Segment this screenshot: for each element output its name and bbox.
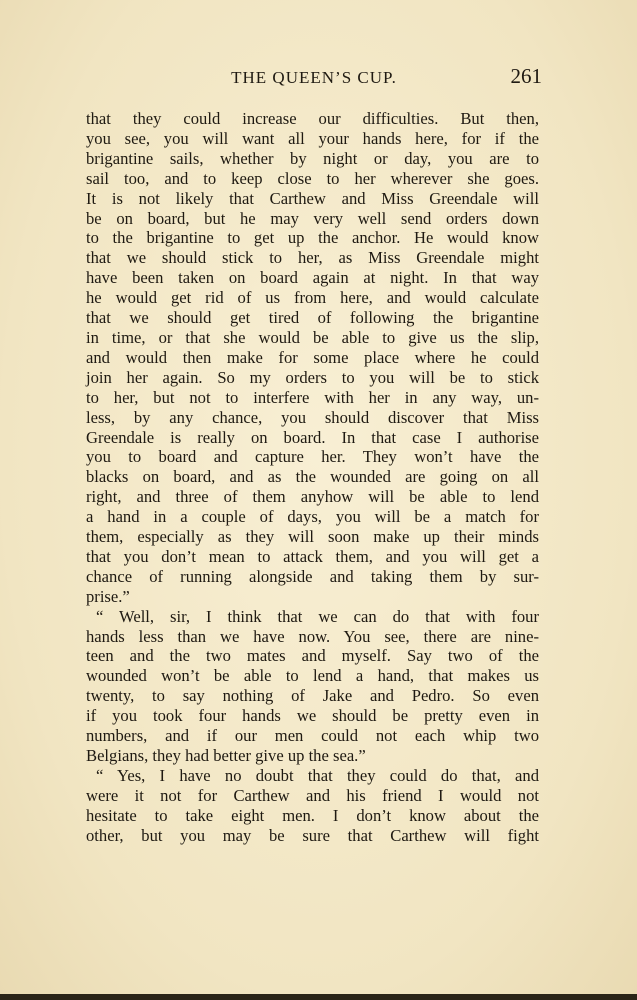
text-line: other, but you may be sure that Carthew will fight bbox=[86, 825, 539, 845]
text-line: less, by any chance, you should discover that Miss bbox=[86, 407, 539, 427]
page-bottom-edge bbox=[0, 994, 637, 1000]
running-title: THE QUEEN’S CUP. bbox=[231, 68, 397, 87]
text-line: if you took four hands we should be pretty even in bbox=[86, 706, 539, 726]
text-line: right, and three of them anyhow will be able to lend bbox=[86, 487, 539, 507]
page-number: 261 bbox=[510, 64, 542, 88]
text-line: wounded won’t be able to lend a hand, that makes us bbox=[86, 666, 539, 686]
text-line: “ Well, sir, I think that we can do that with four bbox=[96, 606, 539, 626]
text-line: that we should stick to her, as Miss Greendale might bbox=[86, 248, 539, 268]
text-line: and would then make for some place where he could bbox=[86, 347, 539, 367]
text-line: in time, or that she would be able to give us the slip, bbox=[86, 327, 539, 347]
text-line: teen and the two mates and myself. Say two of the bbox=[86, 646, 539, 666]
text-line: a hand in a couple of days, you will be a match for bbox=[86, 507, 539, 527]
text-line: hands less than we have now. You see, there are nine- bbox=[86, 626, 539, 646]
text-line: hesitate to take eight men. I don’t know about the bbox=[86, 805, 539, 825]
text-line: that they could increase our difficulties. But then, bbox=[86, 109, 539, 128]
text-line: them, especially as they will soon make up their minds bbox=[86, 527, 539, 547]
text-line: Belgians, they had better give up the sea.” bbox=[86, 746, 366, 765]
text-line: that you don’t mean to attack them, and you will get a bbox=[86, 546, 539, 566]
text-line: brigantine sails, whether by night or day, you are to bbox=[86, 148, 539, 168]
text-line: were it not for Carthew and his friend I would not bbox=[86, 785, 539, 805]
text-line: “ Yes, I have no doubt that they could do that, and bbox=[96, 765, 539, 785]
text-line: Greendale is really on board. In that case I authorise bbox=[86, 427, 539, 447]
text-line: have been taken on board again at night. In that way bbox=[86, 268, 539, 288]
text-line: twenty, to say nothing of Jake and Pedro. So even bbox=[86, 686, 539, 706]
text-line: prise.” bbox=[86, 586, 130, 606]
text-line: he would get rid of us from here, and would calculate bbox=[86, 288, 539, 308]
text-line: chance of running alongside and taking them by sur- bbox=[86, 566, 539, 586]
text-line: join her again. So my orders to you will be to stick bbox=[86, 367, 539, 387]
text-line: blacks on board, and as the wounded are going on all bbox=[86, 467, 539, 487]
text-line: to her, but not to interfere with her in any way, un- bbox=[86, 387, 539, 407]
text-line: that we should get tired of following the brigantine bbox=[86, 308, 539, 328]
text-line: you see, you will want all your hands here, for if the bbox=[86, 128, 539, 148]
text-line: to the brigantine to get up the anchor. He would know bbox=[86, 228, 539, 248]
text-line: sail too, and to keep close to her wherever she goes. bbox=[86, 168, 539, 188]
body-text bbox=[86, 109, 539, 846]
text-line: you to board and capture her. They won’t have the bbox=[86, 447, 539, 467]
running-head bbox=[86, 64, 542, 90]
text-line: be on board, but he may very well send orders down bbox=[86, 208, 539, 228]
text-line: numbers, and if our men could not each whip two bbox=[86, 726, 539, 746]
text-line: It is not likely that Carthew and Miss Greendale will bbox=[86, 188, 539, 208]
